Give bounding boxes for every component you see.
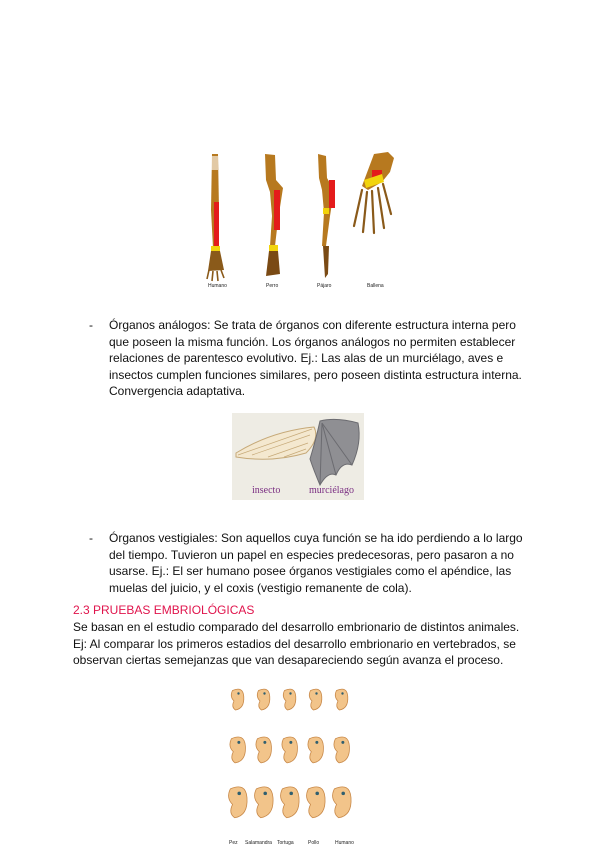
embryo-eye	[289, 741, 292, 744]
embryo-eye	[315, 692, 317, 694]
whale-flipper-illustration	[354, 152, 394, 233]
embryo-eye	[237, 741, 240, 744]
bullet-text: Órganos vestigiales: Son aquellos cuya función se ha ido perdiendo a lo largo del tiempo. Tuvieron un papel en especies predecesoras, pero pasaron a no usarse. Ej.: El ser humano posee órganos vestigiales como el apéndice, las muelas del juicio, y el coxis (vestigio remanente de cola).	[109, 531, 523, 595]
embryo-caption: Tortuga	[277, 840, 294, 846]
bullet-text: Órganos análogos: Se trata de órganos con diferente estructura interna pero que poseen la misma función. Los órganos análogos no permiten establecer relaciones de parentesco evolutivo. Ej.: Las alas de un murciélago, aves e insectos cumplen funciones similares, pero poseen distinta estructura interna. Convergencia adaptativa.	[109, 318, 522, 398]
limb-caption: Perro	[266, 283, 279, 289]
embryo-eye	[237, 692, 239, 694]
bird-wing-illustration	[318, 154, 335, 278]
embryo-eye	[263, 792, 267, 796]
embryo-caption: Pollo	[308, 840, 320, 846]
embryo-eye	[237, 792, 241, 796]
embryo-eye	[341, 741, 344, 744]
bullet-analogous-organs	[89, 317, 533, 399]
limb-caption: Ballena	[367, 283, 384, 289]
section-heading: 2.3 PRUEBAS EMBRIOLÓGICAS	[73, 603, 255, 617]
bullet-dash: -	[89, 531, 93, 545]
embryos-figure	[219, 676, 359, 848]
section-paragraph: Se basan en el estudio comparado del desarrollo embrionario de distintos animales. Ej: Al comparar los primeros estadios del desarrollo embrionario en vertebrados, se observan ciertas semejanzas que van desapareciendo según avanza el proceso.	[73, 620, 520, 667]
embryo-eye	[263, 741, 266, 744]
embryo-eye	[289, 692, 291, 694]
human-arm-illustration	[207, 154, 224, 281]
embryo-eye	[341, 792, 345, 796]
wing-label-bat: murciélago	[309, 485, 354, 496]
embryo-eye	[315, 792, 319, 796]
wing-label-insect: insecto	[252, 485, 281, 496]
embryo-caption: Pez	[229, 840, 238, 846]
embryo-eye	[263, 692, 265, 694]
embryo-eye	[315, 741, 318, 744]
embryo-eye	[289, 792, 293, 796]
limb-caption: Pájaro	[317, 283, 332, 289]
wings-figure	[232, 413, 364, 500]
embryo-caption: Salamandra	[245, 840, 272, 846]
limb-caption: Humano	[208, 283, 227, 289]
limbs-figure	[196, 150, 402, 292]
bullet-vestigial-organs	[89, 530, 533, 596]
embryo-caption: Humano	[335, 840, 354, 846]
dog-leg-illustration	[265, 154, 283, 276]
bullet-dash: -	[89, 318, 93, 332]
embryo-eye	[341, 692, 343, 694]
